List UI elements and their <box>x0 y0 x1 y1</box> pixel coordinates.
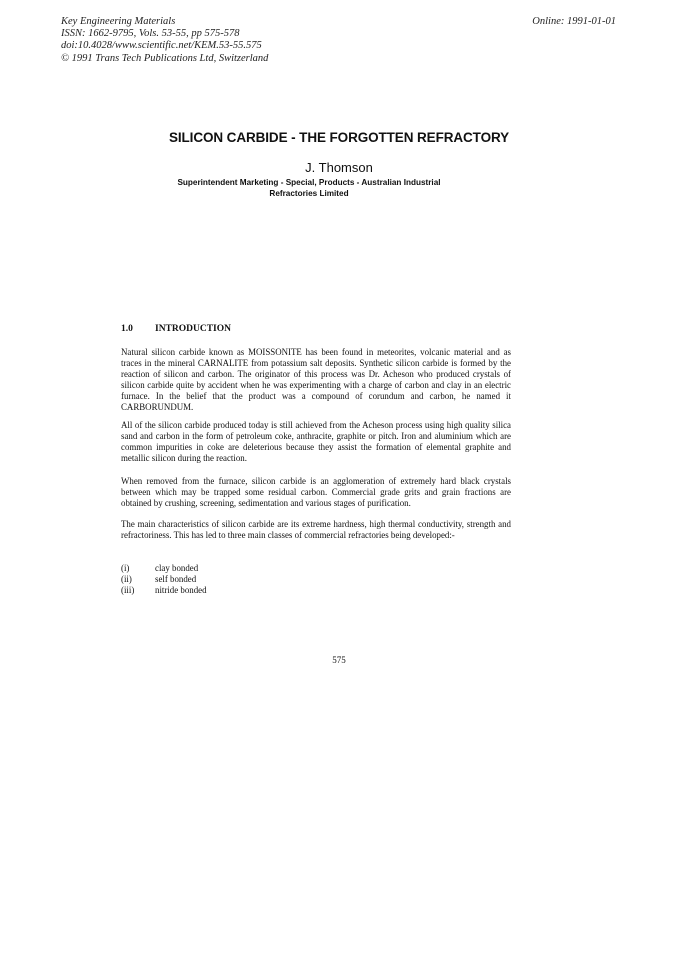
body-paragraph: All of the silicon carbide produced today is still achieved from the Acheson process using high quality silica sand and carbon in the form of petroleum coke, anthracite, graphite or pitch. Iron and aluminium which are common impurities in coke are deleterious because they assist the formation of elemental graphite and metallic silicon during the reaction. <box>121 420 511 463</box>
body-paragraph: The main characteristics of silicon carbide are its extreme hardness, high thermal conductivity, strength and refractoriness. This has led to three main classes of commercial refractories being developed:- <box>121 519 511 540</box>
author-name: J. Thomson <box>305 160 373 175</box>
list-text: clay bonded <box>155 563 199 573</box>
doi-line: doi:10.4028/www.scientific.net/KEM.53-55.575 <box>61 40 262 52</box>
refractory-class-list <box>121 563 207 596</box>
list-text: self bonded <box>155 574 197 584</box>
copyright-line: © 1991 Trans Tech Publications Ltd, Switzerland <box>61 52 269 64</box>
list-item <box>121 563 207 574</box>
section-title: INTRODUCTION <box>155 324 232 334</box>
list-item <box>121 585 207 596</box>
list-text: nitride bonded <box>155 585 207 595</box>
online-date: Online: 1991-01-01 <box>532 16 616 27</box>
paper-title: SILICON CARBIDE - THE FORGOTTEN REFRACTORY <box>168 130 510 145</box>
list-marker: (i) <box>121 563 130 573</box>
list-marker: (ii) <box>121 574 132 584</box>
body-paragraph: Natural silicon carbide known as MOISSONITE has been found in meteorites, volcanic material and as traces in the mineral CARNALITE from potassium salt deposits. Synthetic silicon carbide is formed by the reaction of silicon and carbon. The originator of this process was Dr. Acheson who produced crystals of silicon carbide quite by accident when he was experimenting with a charge of carbon and clay in an electric furnace. In the belief that the product was a compound of corundum and carbon, he named it CARBORUNDUM. <box>121 347 511 412</box>
journal-name: Key Engineering Materials <box>61 16 176 27</box>
list-item <box>121 574 207 585</box>
section-number: 1.0 <box>121 324 133 334</box>
affiliation-line: Superintendent Marketing - Special, Products - Australian Industrial <box>177 178 441 187</box>
page-number: 575 <box>332 655 346 665</box>
journal-header <box>61 16 268 65</box>
body-paragraph: When removed from the furnace, silicon carbide is an agglomeration of extremely hard black crystals between which may be trapped some residual carbon. Commercial grade grits and grain fractions are obtained by crushing, screening, sedimentation and various stages of purification. <box>121 476 511 508</box>
affiliation-line: Refractories Limited <box>269 188 349 198</box>
issn-line: ISSN: 1662-9795, Vols. 53-55, pp 575-578 <box>61 28 240 40</box>
list-marker: (iii) <box>121 585 135 595</box>
section-heading <box>121 324 231 334</box>
author-affiliation <box>140 178 478 199</box>
